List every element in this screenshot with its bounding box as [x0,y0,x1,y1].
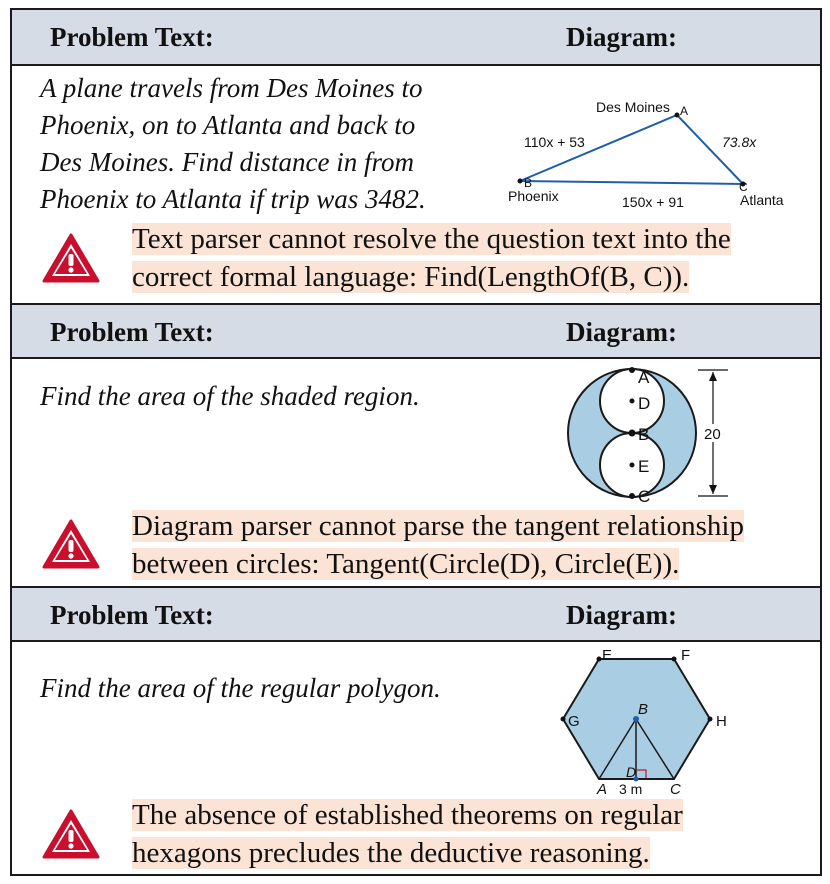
side-ab-label: 110x + 53 [524,134,585,150]
label-g: G [568,713,580,730]
city-a-label: Des Moines [596,99,670,115]
problem-3-text [40,670,441,707]
point-a [629,367,635,373]
warning-triangle-icon [42,518,100,570]
problem-3-note [132,796,683,872]
point-f [672,657,677,662]
problem-1-text-line: Phoenix, on to Atlanta and back to [40,110,416,140]
measure-label: 3 m [619,781,643,796]
city-b-label: Phoenix [508,188,559,204]
note-line: hexagons precludes the deductive reasoning. [132,837,650,869]
note-line: Diagram parser cannot parse the tangent relationship [132,510,744,542]
point-a [675,113,680,118]
problem-text-heading: Problem Text: [50,22,214,52]
warning-triangle-icon [42,232,100,284]
point-e [597,657,602,662]
point-c [629,493,635,499]
note-line: between circles: Tangent(Circle(D), Circle(E)). [132,548,680,580]
label-e: E [602,647,613,664]
label-e: E [638,457,650,476]
label-h: H [716,713,727,730]
problem-1-text-line: A plane travels from Des Moines to [40,73,423,103]
label-a: A [638,368,650,387]
dimension-arrow-down [709,485,717,494]
point-e [630,463,635,468]
label-c: C [670,781,681,796]
point-a-label: A [680,104,689,118]
section-2-header [12,303,820,359]
point-g [561,717,566,722]
point-b-label: B [524,176,533,190]
note-line: The absence of established theorems on regular [132,799,683,831]
problem-2-text [40,378,420,415]
point-b [629,430,636,437]
warning-triangle-icon [42,808,100,860]
note-line: correct formal language: Find(LengthOf(B, C)). [132,261,690,293]
problem-1-text [40,70,426,218]
problem-2-text-line: Find the area of the shaded region. [40,381,420,411]
label-a: A [597,781,608,796]
hexagon-diagram [558,646,733,796]
point-b [518,179,523,184]
note-line: Text parser cannot resolve the question text into the [132,223,731,255]
side-bc-label: 150x + 91 [622,194,684,210]
problem-text-heading: Problem Text: [50,317,214,347]
label-b: B [638,425,650,444]
city-c-label: Atlanta [740,192,784,208]
label-f: F [681,647,691,664]
problem-text-heading: Problem Text: [50,600,214,630]
diagram-heading: Diagram: [566,317,677,347]
problem-3-text-line: Find the area of the regular polygon. [40,673,441,703]
section-1-header [12,10,820,66]
side-ac-label: 73.8x [722,134,757,150]
dimension-arrow-up [709,372,717,381]
point-d [630,399,635,404]
problem-1-text-line: Des Moines. Find distance in from [40,147,414,177]
point-h [708,717,713,722]
label-c: C [638,487,651,504]
circles-diagram [558,364,738,504]
triangle-diagram [488,92,788,210]
label-d: D [638,394,651,413]
label-b: B [638,701,649,718]
section-3-header [12,586,820,642]
problem-1-text-line: Phoenix to Atlanta if trip was 3482. [40,184,426,214]
dimension-label: 20 [704,426,721,443]
diagram-heading: Diagram: [566,22,677,52]
problem-2-note [132,507,744,583]
diagram-heading: Diagram: [566,600,677,630]
problem-1-note [132,220,731,296]
point-c-label: C [739,180,748,194]
label-d: D [626,764,637,780]
figure-frame [10,8,822,876]
